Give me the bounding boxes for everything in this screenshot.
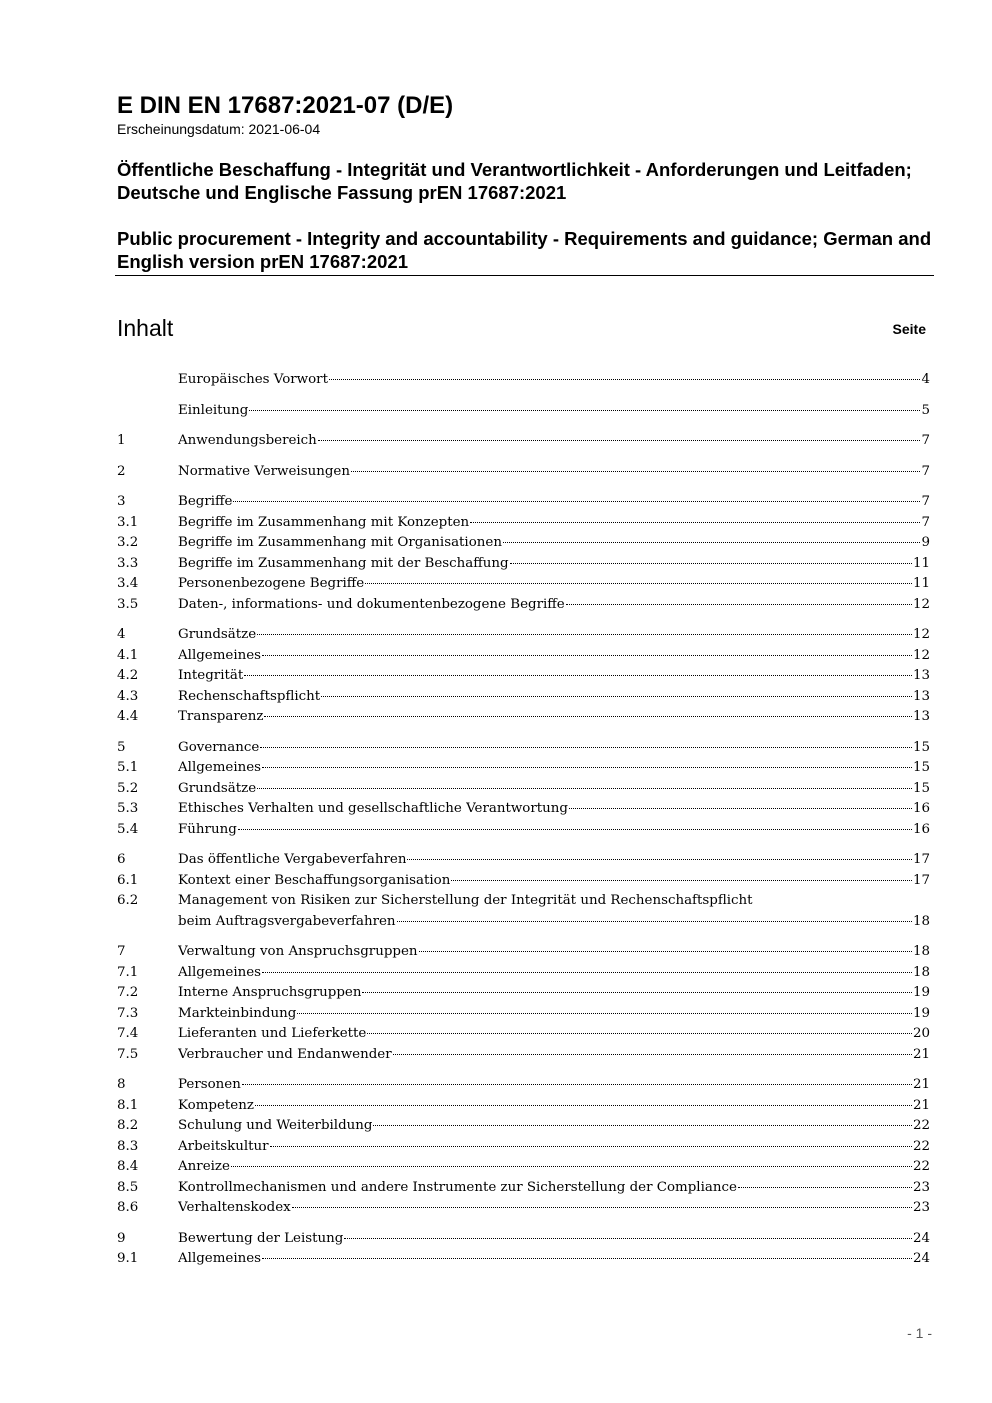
toc-entry-number: 3.1 — [117, 514, 139, 530]
toc-entry-number: 5 — [117, 739, 126, 755]
toc-entry-label: Allgemeines — [178, 647, 262, 663]
toc-entry[interactable] — [117, 942, 930, 963]
toc-leader-dots — [297, 1013, 912, 1014]
toc-entry-number: 4.4 — [117, 709, 139, 724]
toc-entry[interactable] — [117, 799, 930, 820]
toc-entry-label: beim Auftragsvergabeverfahren — [178, 913, 396, 929]
publication-date: Erscheinungsdatum: 2021-06-04 — [117, 121, 321, 137]
toc-entry-page: 12 — [912, 627, 930, 642]
toc-entry-page: 18 — [912, 944, 930, 959]
toc-entry-number: 7.4 — [117, 1026, 139, 1041]
toc-entry[interactable] — [117, 1157, 930, 1178]
toc-entry-page: 15 — [912, 739, 930, 755]
toc-entry-number: 5.4 — [117, 821, 139, 837]
toc-entry[interactable] — [117, 891, 930, 912]
title-english: Public procurement - Integrity and accountability - Requirements and guidance; German and English version prEN 17687:2021 — [117, 228, 932, 272]
toc-entry-label: Begriffe im Zusammenhang mit Organisationen — [178, 535, 502, 550]
toc-entry-page: 21 — [912, 1077, 930, 1092]
toc-entry[interactable] — [117, 738, 930, 759]
toc-entry-page: 11 — [912, 576, 930, 591]
toc-entry-label: Begriffe im Zusammenhang mit Konzepten — [178, 514, 470, 530]
toc-leader-dots — [470, 522, 920, 523]
toc-entry[interactable] — [117, 1024, 930, 1045]
toc-entry-page: 18 — [912, 964, 930, 980]
toc-leader-dots — [393, 1054, 912, 1055]
toc-leader-dots — [367, 1033, 912, 1034]
toc-entry[interactable] — [117, 370, 930, 391]
toc-entry[interactable] — [117, 625, 930, 646]
toc-leader-dots — [238, 829, 912, 830]
toc-entry-label: Interne Anspruchsgruppen — [178, 985, 362, 1000]
toc-leader-dots — [566, 604, 912, 605]
toc-entry-label: Verbraucher und Endanwender — [178, 1046, 392, 1062]
toc-entry[interactable] — [117, 401, 930, 422]
toc-entry[interactable] — [117, 871, 930, 892]
toc-entry-page: 16 — [912, 801, 930, 816]
toc-entry-label: Management von Risiken zur Sicherstellung der Integrität und Rechenschaftspflicht — [178, 893, 753, 908]
toc-entry-label: Allgemeines — [178, 964, 262, 980]
toc-entry-number: 7.2 — [117, 985, 139, 1000]
toc-entry-label: Das öffentliche Vergabeverfahren — [178, 852, 407, 867]
toc-entry-label: Einleitung — [178, 402, 249, 418]
toc-entry-page: 22 — [912, 1159, 930, 1174]
toc-leader-dots — [242, 1084, 912, 1085]
toc-entry[interactable] — [117, 850, 930, 871]
toc-leader-dots — [419, 951, 912, 952]
toc-entry-page: 11 — [912, 555, 930, 571]
toc-leader-dots — [510, 563, 912, 564]
toc-leader-dots — [738, 1187, 912, 1188]
toc-entry-number: 4.1 — [117, 647, 139, 663]
toc-entry-page: 7 — [921, 514, 930, 530]
toc-entry-label: Anreize — [178, 1159, 230, 1174]
toc-leader-dots — [257, 634, 912, 635]
toc-entry-number: 6 — [117, 852, 126, 867]
toc-entry-number: 4.3 — [117, 688, 139, 704]
table-of-contents — [117, 370, 930, 1270]
toc-entry-label: Markteinbindung — [178, 1005, 297, 1021]
toc-entry-page: 13 — [912, 709, 930, 724]
toc-entry[interactable] — [117, 462, 930, 483]
toc-entry-page: 7 — [921, 433, 930, 448]
toc-entry-number: 3.3 — [117, 555, 139, 571]
toc-leader-dots — [407, 859, 912, 860]
toc-entry-page: 22 — [912, 1138, 930, 1154]
toc-entry-number: 9 — [117, 1230, 126, 1246]
toc-entry-number: 3.5 — [117, 596, 139, 612]
toc-entry-number: 5.2 — [117, 780, 139, 796]
toc-entry-label: Arbeitskultur — [178, 1138, 269, 1154]
toc-entry[interactable] — [117, 1004, 930, 1025]
document-id: E DIN EN 17687:2021-07 (D/E) — [117, 92, 454, 119]
toc-entry-page: 24 — [912, 1251, 930, 1266]
toc-entry[interactable] — [117, 1137, 930, 1158]
toc-leader-dots — [231, 1166, 912, 1167]
toc-entry-number: 8.1 — [117, 1097, 139, 1113]
toc-leader-dots — [569, 808, 912, 809]
toc-entry[interactable] — [117, 554, 930, 575]
toc-entry-label: Personen — [178, 1077, 241, 1092]
toc-entry-number: 7 — [117, 944, 126, 959]
header-divider — [115, 275, 934, 276]
toc-entry-page: 12 — [912, 596, 930, 612]
toc-entry[interactable] — [117, 758, 930, 779]
toc-entry-label: Verhaltenskodex — [178, 1200, 291, 1215]
toc-entry[interactable] — [117, 431, 930, 452]
toc-entry-label: Europäisches Vorwort — [178, 372, 328, 387]
toc-leader-dots — [344, 1238, 912, 1239]
toc-entry[interactable] — [117, 1178, 930, 1199]
toc-entry-label: Allgemeines — [178, 760, 262, 775]
toc-entry-page: 19 — [912, 985, 930, 1000]
toc-leader-dots — [257, 788, 912, 789]
toc-entry-label: Begriffe im Zusammenhang mit der Beschaffung — [178, 555, 509, 571]
toc-entry-number: 7.3 — [117, 1005, 139, 1021]
toc-entry-label: Führung — [178, 821, 237, 837]
toc-entry[interactable] — [117, 1045, 930, 1066]
toc-entry[interactable] — [117, 1198, 930, 1219]
toc-entry-label: Lieferanten und Lieferkette — [178, 1026, 367, 1041]
toc-entry-page: 13 — [912, 668, 930, 683]
toc-entry-page: 22 — [912, 1118, 930, 1133]
toc-entry-label: Grundsätze — [178, 627, 257, 642]
toc-leader-dots — [262, 767, 912, 768]
toc-entry-label: Kontrollmechanismen und andere Instrumente zur Sicherstellung der Compliance — [178, 1179, 737, 1195]
toc-leader-dots — [270, 1146, 912, 1147]
toc-entry-page: 18 — [912, 913, 930, 929]
toc-entry-number: 1 — [117, 433, 126, 448]
toc-leader-dots — [262, 655, 912, 656]
toc-entry-label: Begriffe — [178, 494, 233, 509]
toc-entry-number: 6.1 — [117, 872, 139, 888]
document-header — [117, 92, 934, 273]
toc-entry-label: Governance — [178, 739, 260, 755]
toc-entry-number: 7.1 — [117, 964, 139, 980]
toc-entry-page: 12 — [912, 647, 930, 663]
toc-entry-page: 13 — [912, 688, 930, 704]
toc-leader-dots — [264, 716, 912, 717]
toc-entry-number: 6.2 — [117, 893, 139, 908]
toc-entry-number: 2 — [117, 463, 126, 479]
toc-entry-number: 4.2 — [117, 668, 139, 683]
toc-entry-label: Anwendungsbereich — [178, 433, 317, 448]
toc-entry-page: 5 — [921, 402, 930, 418]
page-number: - 1 - — [907, 1325, 932, 1341]
toc-leader-dots — [262, 972, 912, 973]
toc-page-column-label: Seite — [892, 321, 926, 337]
toc-entry-label: Personenbezogene Begriffe — [178, 576, 365, 591]
toc-entry-page: 7 — [921, 463, 930, 479]
title-german: Öffentliche Beschaffung - Integrität und Verantwortlichkeit - Anforderungen und Leitfaden; Deutsche und Englische Fassung prEN 17687:2021 — [117, 159, 912, 203]
toc-entry-page: 24 — [912, 1230, 930, 1246]
toc-entry-page: 16 — [912, 821, 930, 837]
toc-leader-dots — [329, 379, 921, 380]
toc-entry-label: Rechenschaftspflicht — [178, 688, 321, 704]
toc-entry[interactable] — [117, 983, 930, 1004]
toc-leader-dots — [321, 696, 912, 697]
toc-entry-page: 15 — [912, 780, 930, 796]
toc-entry-number: 8.3 — [117, 1138, 139, 1154]
toc-entry-page: 19 — [912, 1005, 930, 1021]
toc-leader-dots — [397, 921, 912, 922]
toc-entry[interactable] — [117, 707, 930, 728]
toc-entry-page: 17 — [912, 872, 930, 888]
toc-entry-number: 8.4 — [117, 1159, 139, 1174]
toc-entry[interactable] — [117, 513, 930, 534]
toc-leader-dots — [503, 542, 921, 543]
toc-entry-continuation[interactable] — [117, 912, 930, 933]
toc-entry-page: 15 — [912, 760, 930, 775]
toc-entry-label: Verwaltung von Anspruchsgruppen — [178, 944, 418, 959]
toc-leader-dots — [318, 440, 921, 441]
toc-heading: Inhalt — [117, 315, 174, 341]
toc-entry-label: Kontext einer Beschaffungsorganisation — [178, 872, 451, 888]
toc-entry-number: 8.2 — [117, 1118, 139, 1133]
toc-entry[interactable] — [117, 492, 930, 513]
toc-entry-number: 8.5 — [117, 1179, 139, 1195]
toc-entry[interactable] — [117, 646, 930, 667]
toc-entry-label: Bewertung der Leistung — [178, 1230, 344, 1246]
toc-entry[interactable] — [117, 1075, 930, 1096]
toc-entry[interactable] — [117, 820, 930, 841]
toc-leader-dots — [244, 675, 912, 676]
toc-entry-page: 23 — [912, 1179, 930, 1195]
toc-entry-page: 20 — [912, 1026, 930, 1041]
toc-leader-dots — [292, 1207, 912, 1208]
toc-leader-dots — [373, 1125, 911, 1126]
toc-entry-label: Allgemeines — [178, 1251, 262, 1266]
toc-leader-dots — [362, 992, 911, 993]
toc-entry-page: 23 — [912, 1200, 930, 1215]
toc-entry[interactable] — [117, 963, 930, 984]
toc-entry-label: Integrität — [178, 668, 244, 683]
toc-entry-number: 5.3 — [117, 801, 139, 816]
toc-leader-dots — [255, 1105, 912, 1106]
toc-entry-label: Kompetenz — [178, 1097, 254, 1113]
toc-entry-page: 7 — [921, 494, 930, 509]
toc-entry[interactable] — [117, 574, 930, 595]
toc-entry-number: 3 — [117, 494, 126, 509]
toc-entry-number: 7.5 — [117, 1046, 139, 1062]
toc-entry-number: 9.1 — [117, 1251, 139, 1266]
toc-entry-label: Schulung und Weiterbildung — [178, 1118, 373, 1133]
toc-entry[interactable] — [117, 595, 930, 616]
toc-entry-page: 21 — [912, 1097, 930, 1113]
toc-entry-number: 3.2 — [117, 535, 139, 550]
toc-entry[interactable] — [117, 1096, 930, 1117]
toc-entry-page: 4 — [921, 372, 930, 387]
toc-entry-page: 17 — [912, 852, 930, 867]
toc-entry-label: Transparenz — [178, 709, 264, 724]
toc-entry-label: Daten-, informations- und dokumentenbezogene Begriffe — [178, 596, 565, 612]
toc-leader-dots — [233, 501, 920, 502]
toc-leader-dots — [262, 1258, 912, 1259]
toc-leader-dots — [365, 583, 912, 584]
toc-entry[interactable] — [117, 533, 930, 554]
toc-entry[interactable] — [117, 779, 930, 800]
toc-entry-number: 5.1 — [117, 760, 139, 775]
toc-entry[interactable] — [117, 666, 930, 687]
toc-entry-page: 9 — [921, 535, 930, 550]
toc-entry-number: 4 — [117, 627, 126, 642]
toc-leader-dots — [249, 410, 920, 411]
toc-entry-label: Normative Verweisungen — [178, 463, 350, 479]
toc-entry-label: Grundsätze — [178, 780, 257, 796]
toc-leader-dots — [451, 880, 912, 881]
toc-entry-label: Ethisches Verhalten und gesellschaftliche Verantwortung — [178, 801, 568, 816]
toc-entry[interactable] — [117, 1229, 930, 1250]
toc-entry[interactable] — [117, 1249, 930, 1270]
toc-entry-number: 3.4 — [117, 576, 139, 591]
toc-entry-number: 8 — [117, 1077, 126, 1092]
toc-leader-dots — [351, 471, 921, 472]
toc-entry[interactable] — [117, 1116, 930, 1137]
toc-entry-page: 21 — [912, 1046, 930, 1062]
toc-leader-dots — [260, 747, 912, 748]
toc-entry-number: 8.6 — [117, 1200, 139, 1215]
toc-entry[interactable] — [117, 687, 930, 708]
